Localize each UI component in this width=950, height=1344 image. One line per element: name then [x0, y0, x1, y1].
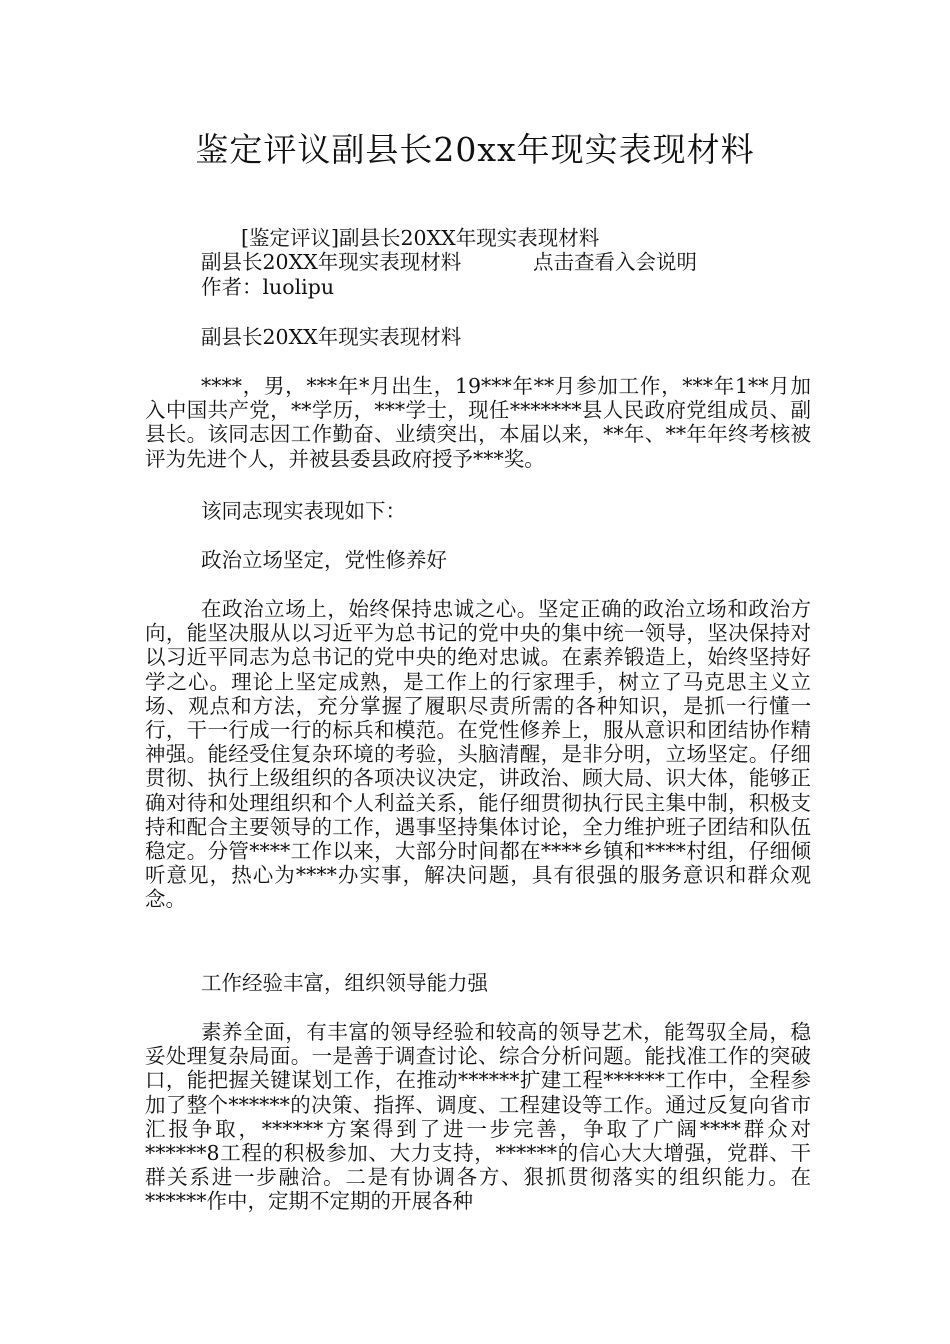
document-title: 鉴定评议副县长20xx年现实表现材料 — [195, 130, 755, 169]
section-heading-experience: 工作经验丰富，组织领导能力强 — [201, 971, 488, 995]
author-line: 作者：luolipu — [201, 275, 335, 299]
intro-paragraph: ****，男，***年*月出生，19***年**月参加工作，***年1**月加入中国共产党，**学历，***学士，现任*******县人民政府党组成员、副县长。该同志因工作勤奋、业绩突出，本届以来，**年、**年年终考核被评为先进个人，并被县委县政府授予***奖。 — [145, 374, 811, 471]
section-paragraph-political: 在政治立场上，始终保持忠诚之心。坚定正确的政治立场和政治方向，能坚决服从以习近平为总书记的党中央的集中统一领导，坚决保持对以习近平同志为总书记的党中央的绝对忠诚。在素养锻造上，始终坚持好学之心。理论上坚定成熟，是工作上的行家理手，树立了马克思主义立场、观点和方法，充分掌握了履职尽责所需的各种知识，是抓一行懂一行，干一行成一行的标兵和模范。在党性修养上，服从意识和团结协作精神强。能经受住复杂环境的考验，头脑清醒，是非分明，立场坚定。仔细贯彻、执行上级组织的各项决议决定，讲政治、顾大局、识大体，能够正确对待和处理组织和个人利益关系，能仔细贯彻执行民主集中制，积极支持和配合主要领导的工作，遇事坚持集体讨论，全力维护班子团结和队伍稳定。分管****工作以来，大部分时间都在****乡镇和****村组，仔细倾听意见，热心为****办实事，解决问题，具有很强的服务意识和群众观念。 — [145, 597, 811, 912]
header-subtitle: 副县长20XX年现实表现材料 — [201, 250, 462, 274]
section-paragraph-experience: 素养全面，有丰富的领导经验和较高的领导艺术，能驾驭全局，稳妥处理复杂局面。一是善于调查讨论、综合分析问题。能找准工作的突破口，能把握关键谋划工作，在推动******扩建工程******工作中，全程参加了整个******的决策、指挥、调度、工程建设等工作。通过反复向省市汇报争取，******方案得到了进一步完善，争取了广阔****群众对******8工程的积极参加、大力支持，******的信心大大增强，党群、干群关系进一步融洽。二是有协调各方、狠抓贯彻落实的组织能力。在******作中，定期不定期的开展各种 — [145, 1020, 811, 1214]
join-instructions-link[interactable]: 点击查看入会说明 — [533, 250, 697, 274]
subtitle: 副县长20XX年现实表现材料 — [201, 325, 462, 349]
summary-line: 该同志现实表现如下： — [201, 499, 406, 523]
header-line: [鉴定评议]副县长20XX年现实表现材料 — [241, 226, 600, 250]
section-heading-political: 政治立场坚定，党性修养好 — [201, 548, 447, 572]
